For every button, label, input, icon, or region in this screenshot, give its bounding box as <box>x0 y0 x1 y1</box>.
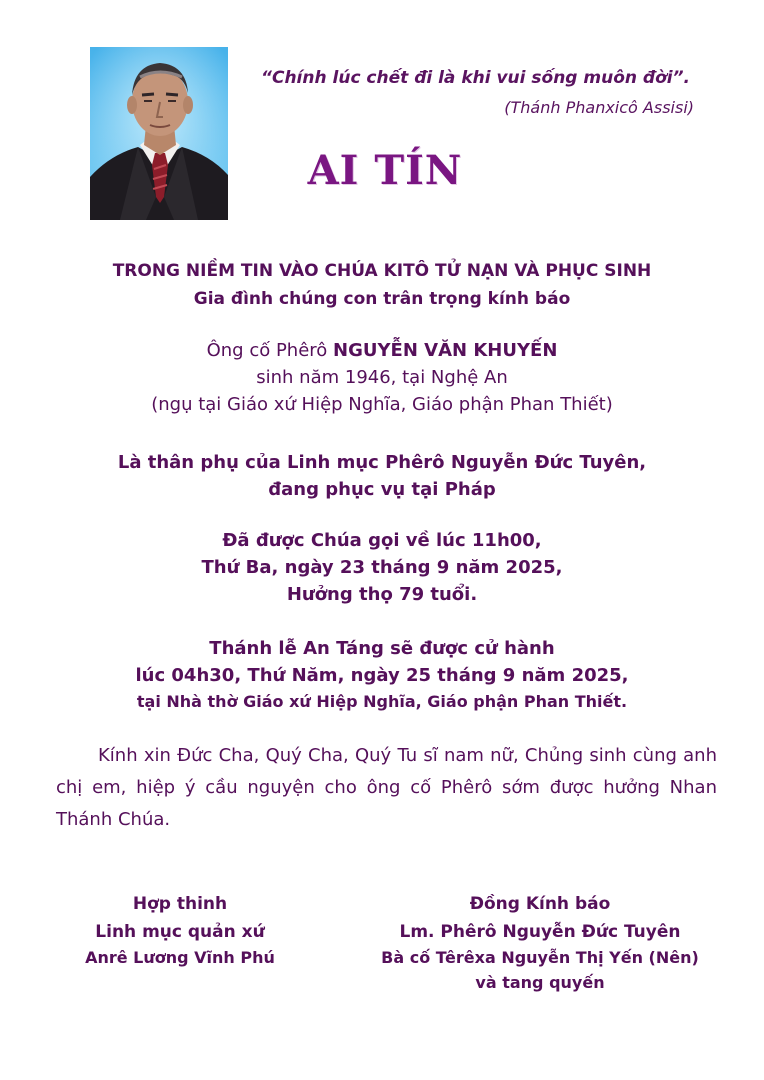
signature-right-line-4: và tang quyến <box>475 973 605 992</box>
funeral-line-2: lúc 04h30, Thứ Năm, ngày 25 tháng 9 năm 2025, <box>135 665 629 686</box>
deceased-name-prefix: Ông cố Phêrô <box>206 340 328 361</box>
signature-left-line-1: Hợp thinh <box>132 894 228 914</box>
funeral-line-3: tại Nhà thờ Giáo xứ Hiệp Nghĩa, Giáo phận Phan Thiết. <box>136 692 628 711</box>
signature-left <box>60 894 300 967</box>
death-line-3: Hưởng thọ 79 tuổi. <box>286 584 478 605</box>
announcement-line-2: Gia đình chúng con trân trọng kính báo <box>193 289 571 309</box>
epigraph-quote: “Chính lúc chết đi là khi vui sống muôn đời”. <box>261 68 690 88</box>
relation-line-2: đang phục vụ tại Pháp <box>268 479 496 500</box>
deceased-name-line <box>40 340 724 361</box>
signature-right <box>350 894 730 992</box>
signature-left-line-2: Linh mục quản xứ <box>95 922 265 942</box>
deceased-name: NGUYỄN VĂN KHUYẾN <box>333 340 558 361</box>
signature-right-line-1: Đồng Kính báo <box>469 894 611 914</box>
announcement-line-1: TRONG NIỀM TIN VÀO CHÚA KITÔ TỬ NẠN VÀ PHỤC SINH <box>112 261 652 281</box>
deceased-portrait <box>90 47 228 220</box>
deceased-parish: (ngụ tại Giáo xứ Hiệp Nghĩa, Giáo phận Phan Thiết) <box>151 394 613 415</box>
signature-right-line-3: Bà cố Têrêxa Nguyễn Thị Yến (Nên) <box>381 948 699 967</box>
prayer-request <box>56 740 717 836</box>
relation-line-1: Là thân phụ của Linh mục Phêrô Nguyễn Đức Tuyên, <box>117 452 647 473</box>
death-line-2: Thứ Ba, ngày 23 tháng 9 năm 2025, <box>201 557 563 578</box>
announcement-block <box>40 261 724 309</box>
deceased-birth: sinh năm 1946, tại Nghệ An <box>256 367 508 388</box>
signature-left-line-3: Anrê Lương Vĩnh Phú <box>85 948 275 967</box>
deceased-block <box>40 340 724 415</box>
signature-right-line-2: Lm. Phêrô Nguyễn Đức Tuyên <box>399 922 681 942</box>
page-title: AI TÍN <box>307 147 463 194</box>
relation-block <box>40 452 724 500</box>
funeral-line-1: Thánh lễ An Táng sẽ được cử hành <box>209 638 555 659</box>
death-line-1: Đã được Chúa gọi về lúc 11h00, <box>222 530 542 551</box>
prayer-request-text: Kính xin Đức Cha, Quý Cha, Quý Tu sĩ nam nữ, Chủng sinh cùng anh chị em, hiệp ý cầu nguyện cho ông cố Phêrô sớm được hưởng Nhan Thánh Chúa. <box>56 745 717 830</box>
death-block <box>40 530 724 605</box>
epigraph-source: (Thánh Phanxicô Assisi) <box>504 98 694 117</box>
funeral-block <box>40 638 724 711</box>
